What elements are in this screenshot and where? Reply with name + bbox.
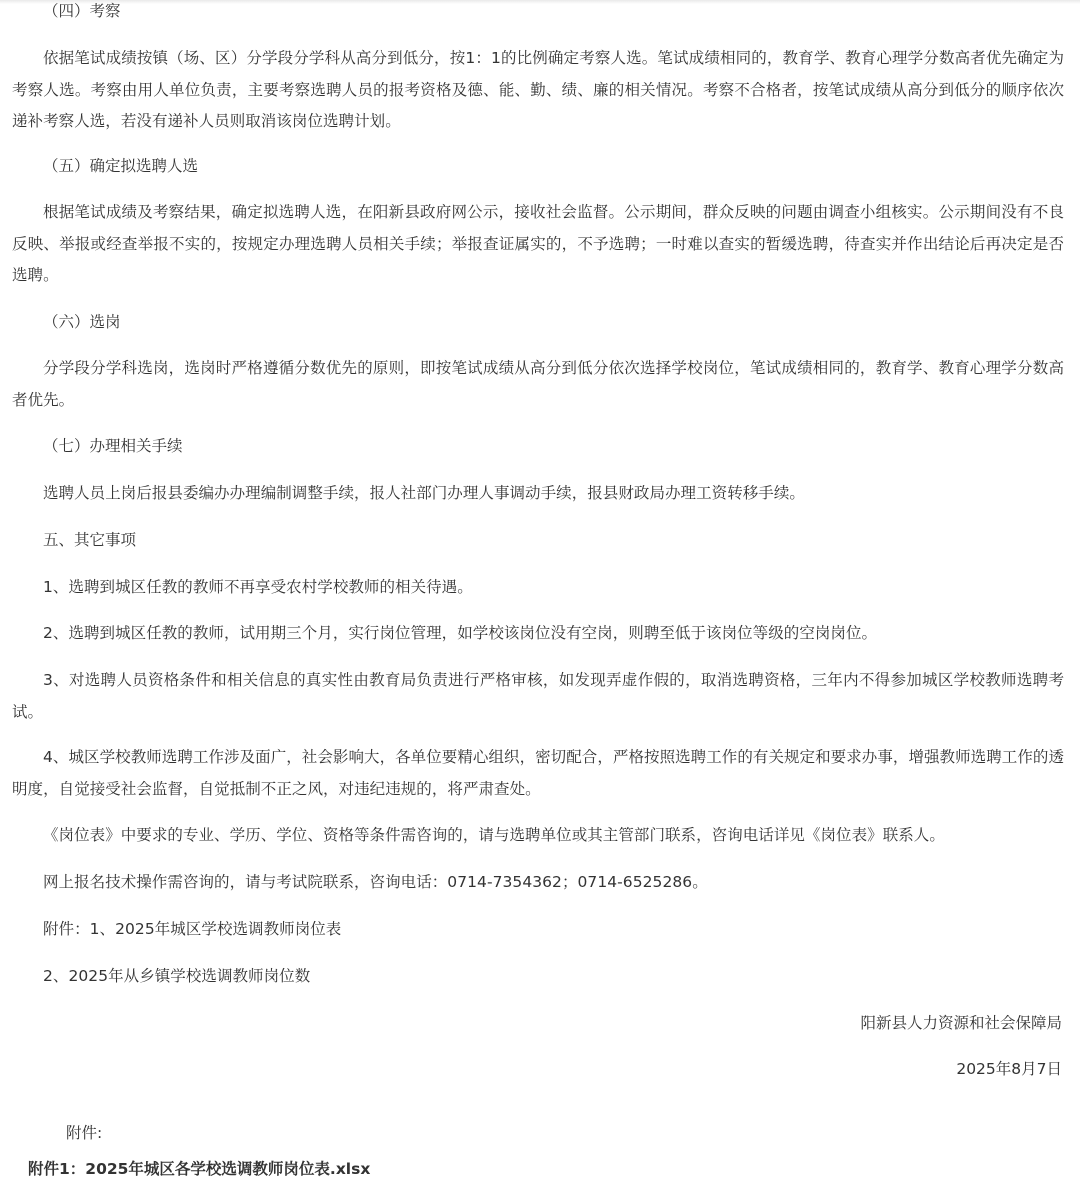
other-item: 3、对选聘人员资格条件和相关信息的真实性由教育局负责进行严格审核，如发现弄虚作假的，取消选聘资格，三年内不得参加城区学校教师选聘考试。 [12, 671, 1064, 721]
paragraph-post-selection: 分学段分学科选岗，选岗时严格遵循分数优先的原则，即按笔试成绩从高分到低分依次选择学校岗位，笔试成绩相同的，教育学、教育心理学分数高者优先。 [12, 359, 1064, 409]
paragraph-candidates: 根据笔试成绩及考察结果，确定拟选聘人选，在阳新县政府网公示，接收社会监督。公示期间，群众反映的问题由调查小组核实。公示期间没有不良反映、举报或经查举报不实的，按规定办理选聘人员相关手续；举报查证属实的，不予选聘；一时难以查实的暂缓选聘，待查实并作出结论后再决定是否选聘。 [12, 203, 1064, 284]
paragraph-inspection: 依据笔试成绩按镇（场、区）分学段分学科从高分到低分，按1：1的比例确定考察人选。笔试成绩相同的，教育学、教育心理学分数高者优先确定为考察人选。考察由用人单位负责，主要考察选聘人员的报考资格及德、能、勤、绩、廉的相关情况。考察不合格者，按笔试成绩从高分到低分的顺序依次递补考察人选，若没有递补人员则取消该岗位选聘计划。 [12, 49, 1064, 130]
other-item: 1、选聘到城区任教的教师不再享受农村学校教师的相关待遇。 [43, 578, 473, 596]
attachment-line-1: 附件：1、2025年城区学校选调教师岗位表 [43, 920, 342, 938]
paragraph-consultation: 《岗位表》中要求的专业、学历、学位、资格等条件需咨询的，请与选聘单位或其主管部门联系，咨询电话详见《岗位表》联系人。 [43, 826, 945, 844]
section-heading-candidates: （五）确定拟选聘人选 [43, 157, 199, 175]
section-heading-procedures: （七）办理相关手续 [43, 437, 183, 455]
attachments-label: 附件: [66, 1124, 103, 1142]
paragraph-procedures: 选聘人员上岗后报县委编办办理编制调整手续，报人社部门办理人事调动手续，报县财政局办理工资转移手续。 [43, 484, 805, 502]
attachment-line-2: 2、2025年从乡镇学校选调教师岗位数 [43, 967, 311, 985]
section-heading-post-selection: （六）选岗 [43, 313, 121, 331]
signature-org: 阳新县人力资源和社会保障局 [860, 1014, 1062, 1032]
section-heading-inspection: （四）考察 [43, 2, 121, 20]
other-item: 4、城区学校教师选聘工作涉及面广，社会影响大，各单位要精心组织，密切配合，严格按照选聘工作的有关规定和要求办事，增强教师选聘工作的透明度，自觉接受社会监督，自觉抵制不正之风，对违纪违规的，将严肃查处。 [12, 748, 1064, 798]
paragraph-tech-support: 网上报名技术操作需咨询的，请与考试院联系，咨询电话：0714-7354362；0714-6525286。 [43, 873, 708, 891]
signature-date: 2025年8月7日 [956, 1060, 1062, 1078]
section-heading-other-matters: 五、其它事项 [43, 531, 137, 549]
other-item: 2、选聘到城区任教的教师，试用期三个月，实行岗位管理，如学校该岗位没有空岗，则聘至低于该岗位等级的空岗岗位。 [43, 624, 878, 642]
attachment-download-link[interactable]: 附件1：2025年城区各学校选调教师岗位表.xlsx [28, 1160, 371, 1178]
